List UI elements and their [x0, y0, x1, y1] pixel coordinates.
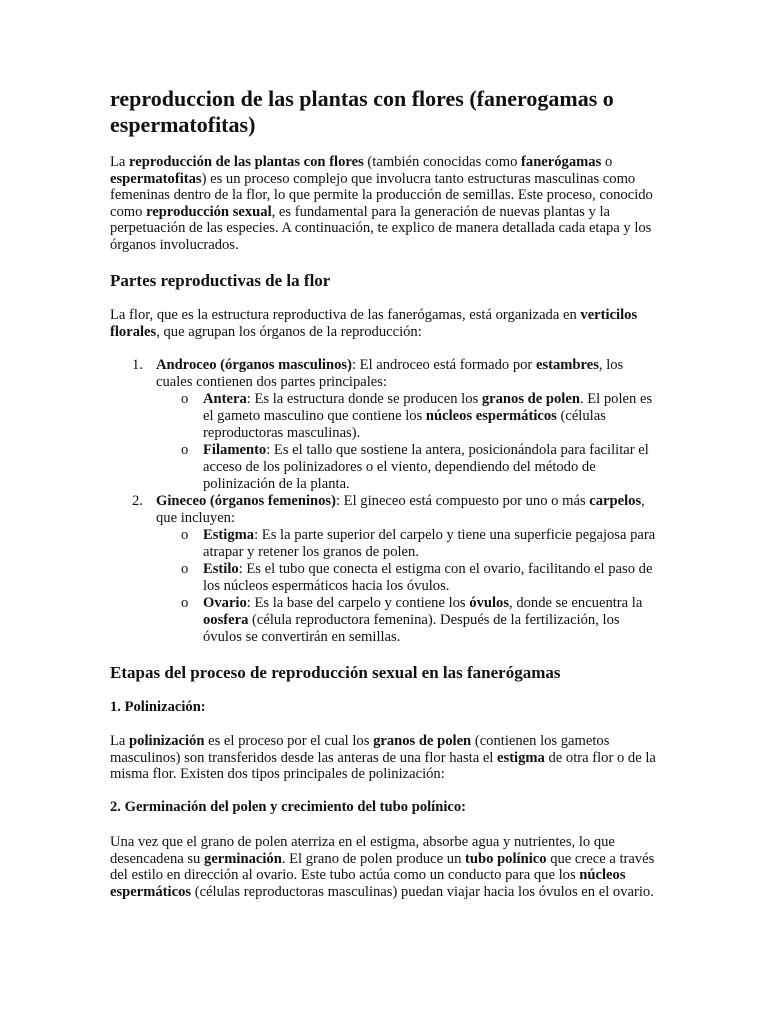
germination-paragraph: Una vez que el grano de polen aterriza en el estigma, absorbe agua y nutrientes, lo que desencadena su germinación. El grano de polen produce un tubo polínico que crece a través del estilo en dirección al ovario. Este tubo actúa como un conducto para que los núcleos espermáticos (células reproductoras masculinas) puedan viajar hacia los óvulos en el ovario. — [110, 834, 655, 900]
sub-item-antera — [110, 391, 658, 442]
bold-term: tubo polínico — [465, 850, 547, 867]
reproductive-organs-list — [110, 357, 658, 646]
bullet-marker: o — [181, 561, 189, 577]
sub-item-filamento — [110, 442, 658, 493]
sub-item-text: Antera: Es la estructura donde se producen los granos de polen. El polen es el gameto masculino que contiene los núcleos espermáticos (células reproductoras masculinas). — [203, 391, 653, 441]
bullet-marker: o — [181, 442, 189, 458]
bold-term: estigma — [497, 749, 545, 766]
list-number: 1. — [132, 357, 143, 373]
sub-item-estigma — [110, 527, 658, 561]
pollination-paragraph: La polinización es el proceso por el cual los granos de polen (contienen los gametos masculinos) son transferidos desde las anteras de una flor hasta el estigma de otra flor o de la misma flor. Existen dos tipos principales de polinización: — [110, 733, 656, 782]
sub-item-text: Filamento: Es el tallo que sostiene la antera, posicionándola para facilitar el acceso de los polinizadores o el viento, dependiendo del método de polinización de la planta. — [203, 442, 649, 492]
sub-item-text: Estilo: Es el tubo que conecta el estigma con el ovario, facilitando el paso de los núcleos espermáticos hacia los óvulos. — [203, 561, 653, 594]
bold-term: granos de polen — [481, 391, 580, 407]
bold-term: carpelos — [589, 493, 642, 509]
bold-term: Filamento — [203, 442, 267, 458]
bold-term: núcleos espermáticos — [110, 867, 626, 900]
bullet-marker: o — [181, 391, 189, 407]
bold-term: estambres — [535, 357, 599, 373]
bold-term: óvulos — [469, 595, 510, 611]
list-item-gineceo — [110, 493, 658, 527]
section-heading-stages: Etapas del proceso de reproducción sexual en las fanerógamas — [110, 663, 561, 682]
bold-term: Androceo (órganos masculinos) — [156, 357, 352, 373]
bold-term: granos de polen — [373, 733, 472, 749]
bold-term: Estilo — [203, 561, 239, 577]
list-number: 2. — [132, 493, 143, 509]
bold-term: oosfera — [203, 612, 249, 628]
bold-term: verticilos florales — [110, 307, 638, 340]
parts-intro-paragraph: La flor, que es la estructura reproductiva de las fanerógamas, está organizada en verticilos florales, que agrupan los órganos de la reproducción: — [110, 307, 638, 340]
list-item-text: Androceo (órganos masculinos): El androceo está formado por estambres, los cuales contienen dos partes principales: — [156, 357, 624, 390]
bold-term: Ovario — [203, 595, 247, 611]
bold-term: Antera — [203, 391, 247, 407]
step-heading-germination: 2. Germinación del polen y crecimiento del tubo polínico: — [110, 799, 467, 815]
sub-item-text: Estigma: Es la parte superior del carpelo y tiene una superficie pegajosa para atrapar y retener los granos de polen. — [203, 527, 656, 560]
intro-paragraph: La reproducción de las plantas con flores (también conocidas como fanerógamas o espermatofitas) es un proceso complejo que involucra tanto estructuras masculinas como femeninas dentro de la flor, lo que permite la producción de semillas. Este proceso, conocido como reproducción sexual, es fundamental para la generación de nuevas plantas y la perpetuación de las especies. A continuación, te explico de manera detallada cada etapa y los órganos involucrados. — [110, 154, 653, 253]
bold-term: espermatofitas — [110, 170, 202, 187]
bold-term: reproducción de las plantas con flores — [129, 154, 364, 170]
bold-term: Estigma — [203, 527, 255, 543]
section-heading-parts: Partes reproductivas de la flor — [110, 271, 331, 290]
bullet-marker: o — [181, 527, 189, 543]
bold-term: polinización — [129, 733, 205, 749]
sub-item-text: Ovario: Es la base del carpelo y contiene los óvulos, donde se encuentra la oosfera (célula reproductora femenina). Después de la fertilización, los óvulos se convertirán en semillas. — [203, 595, 643, 645]
bold-term: reproducción sexual — [146, 203, 272, 220]
bold-term: núcleos espermáticos — [425, 408, 557, 424]
bullet-marker: o — [181, 595, 189, 611]
list-item-androceo — [110, 357, 658, 391]
list-item-text: Gineceo (órganos femeninos): El gineceo está compuesto por uno o más carpelos, que incluyen: — [156, 493, 645, 526]
step-heading-pollination: 1. Polinización: — [110, 699, 206, 715]
bold-term: germinación — [204, 850, 282, 867]
sub-item-estilo — [110, 561, 658, 595]
document-title: reproduccion de las plantas con flores (fanerogamas o espermatofitas) — [110, 86, 614, 137]
bold-term: Gineceo (órganos femeninos) — [156, 493, 336, 509]
bold-term: fanerógamas — [521, 154, 602, 170]
sub-item-ovario — [110, 595, 658, 646]
